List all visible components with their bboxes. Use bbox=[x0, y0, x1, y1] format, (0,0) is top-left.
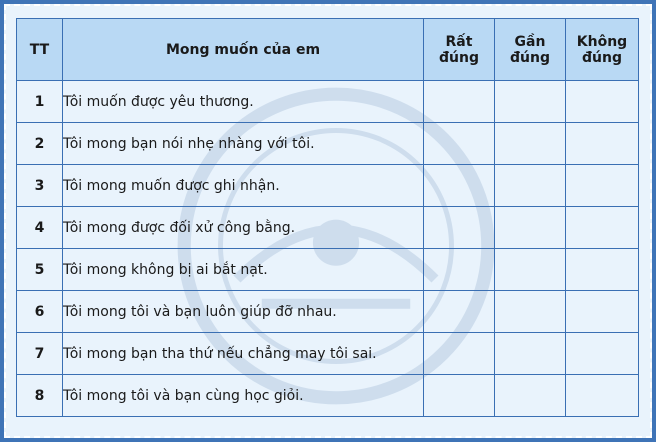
not-true-cell[interactable] bbox=[566, 291, 639, 333]
very-true-cell[interactable] bbox=[424, 375, 495, 417]
row-number: 2 bbox=[17, 123, 63, 165]
almost-true-cell[interactable] bbox=[495, 165, 566, 207]
table-row bbox=[17, 291, 639, 333]
table-row bbox=[17, 165, 639, 207]
header-almost-true-line2: đúng bbox=[510, 49, 550, 66]
very-true-cell[interactable] bbox=[424, 333, 495, 375]
header-not-true bbox=[566, 19, 639, 81]
not-true-cell[interactable] bbox=[566, 249, 639, 291]
not-true-cell[interactable] bbox=[566, 165, 639, 207]
very-true-cell[interactable] bbox=[424, 165, 495, 207]
not-true-cell[interactable] bbox=[566, 123, 639, 165]
header-almost-true-line1: Gần bbox=[514, 33, 546, 50]
table-panel bbox=[4, 4, 652, 438]
very-true-cell[interactable] bbox=[424, 291, 495, 333]
very-true-cell[interactable] bbox=[424, 249, 495, 291]
header-not-true-line1: Không bbox=[576, 33, 628, 50]
very-true-cell[interactable] bbox=[424, 123, 495, 165]
row-statement: Tôi mong bạn tha thứ nếu chẳng may tôi sai. bbox=[63, 333, 424, 375]
row-statement: Tôi mong được đối xử công bằng. bbox=[63, 207, 424, 249]
not-true-cell[interactable] bbox=[566, 207, 639, 249]
row-statement: Tôi mong tôi và bạn luôn giúp đỡ nhau. bbox=[63, 291, 424, 333]
table-row bbox=[17, 375, 639, 417]
almost-true-cell[interactable] bbox=[495, 249, 566, 291]
header-not-true-line2: đúng bbox=[582, 49, 622, 66]
row-statement: Tôi mong bạn nói nhẹ nhàng với tôi. bbox=[63, 123, 424, 165]
almost-true-cell[interactable] bbox=[495, 81, 566, 123]
very-true-cell[interactable] bbox=[424, 81, 495, 123]
header-no: TT bbox=[17, 19, 63, 81]
row-number: 7 bbox=[17, 333, 63, 375]
table-row bbox=[17, 249, 639, 291]
header-wish: Mong muốn của em bbox=[63, 19, 424, 81]
header-very-true bbox=[424, 19, 495, 81]
almost-true-cell[interactable] bbox=[495, 375, 566, 417]
table-row bbox=[17, 81, 639, 123]
header-row bbox=[17, 19, 639, 81]
almost-true-cell[interactable] bbox=[495, 333, 566, 375]
table-row bbox=[17, 123, 639, 165]
row-number: 6 bbox=[17, 291, 63, 333]
almost-true-cell[interactable] bbox=[495, 123, 566, 165]
header-very-true-line2: đúng bbox=[439, 49, 479, 66]
row-statement: Tôi mong muốn được ghi nhận. bbox=[63, 165, 424, 207]
row-number: 3 bbox=[17, 165, 63, 207]
not-true-cell[interactable] bbox=[566, 333, 639, 375]
survey-table bbox=[16, 18, 639, 417]
row-statement: Tôi muốn được yêu thương. bbox=[63, 81, 424, 123]
row-number: 4 bbox=[17, 207, 63, 249]
row-statement: Tôi mong không bị ai bắt nạt. bbox=[63, 249, 424, 291]
row-number: 1 bbox=[17, 81, 63, 123]
not-true-cell[interactable] bbox=[566, 81, 639, 123]
row-number: 8 bbox=[17, 375, 63, 417]
almost-true-cell[interactable] bbox=[495, 207, 566, 249]
header-very-true-line1: Rất bbox=[445, 33, 473, 50]
row-statement: Tôi mong tôi và bạn cùng học giỏi. bbox=[63, 375, 424, 417]
not-true-cell[interactable] bbox=[566, 375, 639, 417]
very-true-cell[interactable] bbox=[424, 207, 495, 249]
table-row bbox=[17, 207, 639, 249]
table-row bbox=[17, 333, 639, 375]
almost-true-cell[interactable] bbox=[495, 291, 566, 333]
row-number: 5 bbox=[17, 249, 63, 291]
header-almost-true bbox=[495, 19, 566, 81]
